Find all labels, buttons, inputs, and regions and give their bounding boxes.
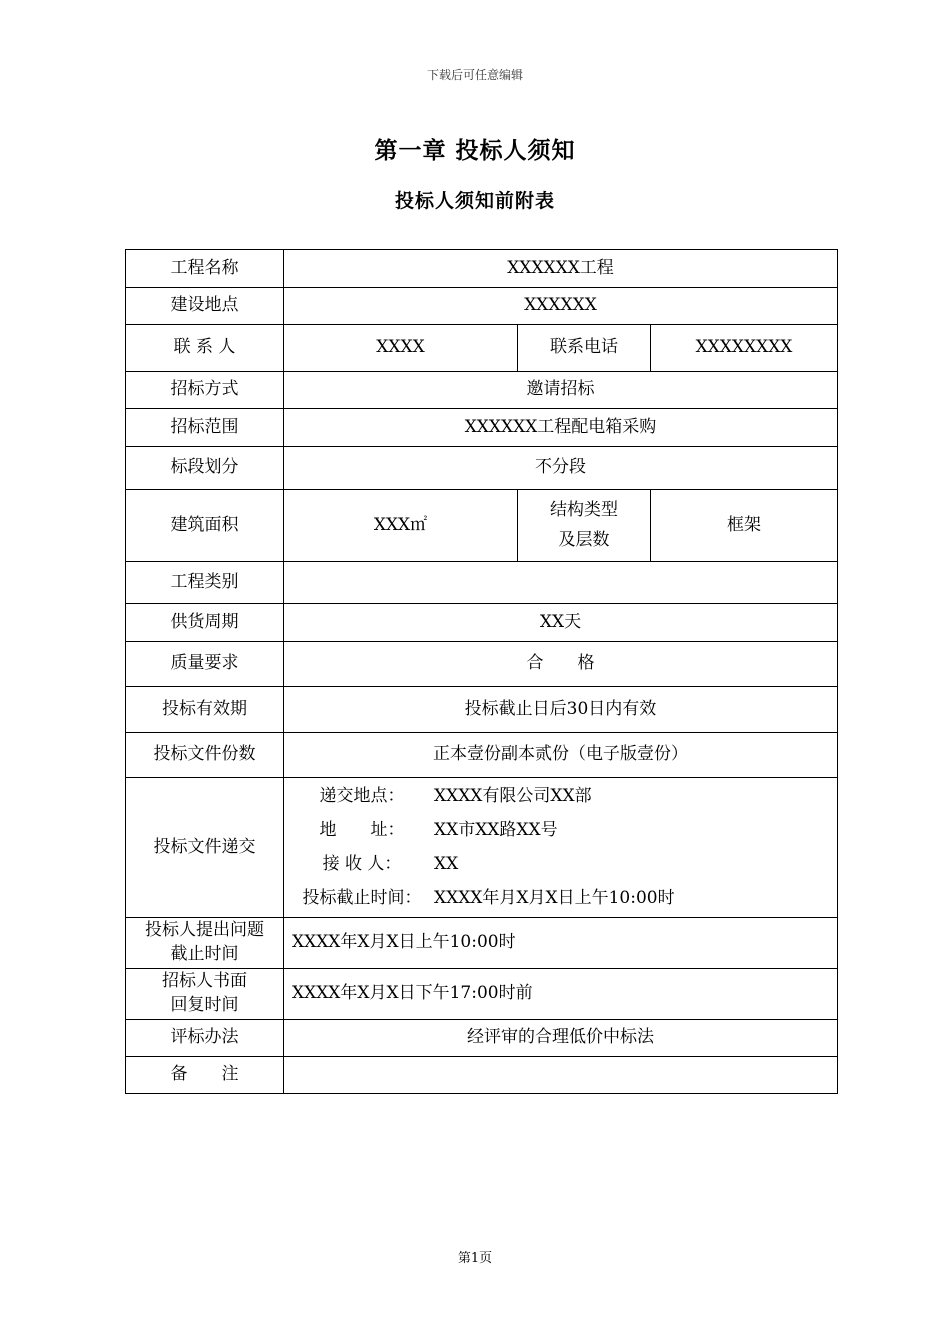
bidder-instructions-table [125,249,838,1094]
contact-value: XXXX [284,325,518,372]
table-row [126,687,838,733]
evaluation-value: 经评审的合理低价中标法 [284,1020,838,1057]
structure-label-line-2: 及层数 [558,529,610,550]
structure-label-line-1: 结构类型 [550,499,618,520]
question-value: XXXX年X月X日上午10:00时 [284,918,838,969]
submission-label: 投标文件递交 [126,778,284,918]
scope-label: 招标范围 [126,409,284,447]
remarks-value [284,1057,838,1094]
table-row [126,733,838,778]
sub-title: 投标人须知前附表 [394,190,555,212]
area-value: XXX㎡ [284,490,518,562]
submission-receiver-key: 接 收 人： [322,853,402,874]
submission-details [284,778,838,918]
structure-value: 框架 [651,490,838,562]
reply-label [126,969,284,1020]
question-label-line-1: 投标人提出问题 [145,920,264,941]
method-value: 邀请招标 [284,372,838,409]
copies-label: 投标文件份数 [126,733,284,778]
submission-place-value: XXXX有限公司XX部 [434,785,592,806]
remarks-label: 备 注 [126,1057,284,1094]
table-row [126,918,838,969]
site-label: 建设地点 [126,288,284,325]
submission-line [290,814,831,848]
submission-line [290,882,831,916]
area-label: 建筑面积 [126,490,284,562]
category-value [284,562,838,604]
table-row [126,250,838,288]
reply-value: XXXX年X月X日下午17:00时前 [284,969,838,1020]
question-label [126,918,284,969]
quality-label: 质量要求 [126,642,284,687]
reply-label-line-1: 招标人书面 [162,971,247,992]
chapter-title: 第一章 投标人须知 [374,137,576,164]
submission-address-value: XX市XX路XX号 [434,819,558,840]
submission-address-key: 地 址： [319,819,405,840]
phone-label: 联系电话 [518,325,651,372]
table-row [126,288,838,325]
submission-place-key: 递交地点： [319,785,405,806]
submission-receiver-value: XX [434,853,459,874]
submission-line [290,780,831,814]
structure-label [518,490,651,562]
scope-value: XXXXXX工程配电箱采购 [284,409,838,447]
page-number: 第1页 [457,1251,493,1266]
evaluation-label: 评标办法 [126,1020,284,1057]
sections-value: 不分段 [284,447,838,490]
project-name-label: 工程名称 [126,250,284,288]
method-label: 招标方式 [126,372,284,409]
table-row [126,409,838,447]
table-row [126,447,838,490]
sections-label: 标段划分 [126,447,284,490]
table-row [126,604,838,642]
validity-label: 投标有效期 [126,687,284,733]
header-note: 下载后可任意编辑 [426,68,523,82]
submission-line [290,848,831,882]
submission-deadline-value: XXXX年月X月X日上午10:00时 [434,887,675,908]
table-row [126,642,838,687]
submission-deadline-key: 投标截止时间： [302,887,422,908]
table-row [126,325,838,372]
site-value: XXXXXX [284,288,838,325]
table-row [126,372,838,409]
phone-value: XXXXXXXX [651,325,838,372]
quality-value: 合 格 [284,642,838,687]
table-row [126,969,838,1020]
supply-label: 供货周期 [126,604,284,642]
contact-label: 联 系 人 [126,325,284,372]
question-label-line-2: 截止时间 [170,944,239,964]
table-row [126,562,838,604]
validity-value: 投标截止日后30日内有效 [284,687,838,733]
table-row [126,778,838,918]
reply-label-line-2: 回复时间 [170,995,239,1015]
project-name-value: XXXXXX工程 [284,250,838,288]
table-row [126,490,838,562]
table-row [126,1020,838,1057]
category-label: 工程类别 [126,562,284,604]
copies-value: 正本壹份副本贰份（电子版壹份） [284,733,838,778]
supply-value: XX天 [284,604,838,642]
table-row [126,1057,838,1094]
